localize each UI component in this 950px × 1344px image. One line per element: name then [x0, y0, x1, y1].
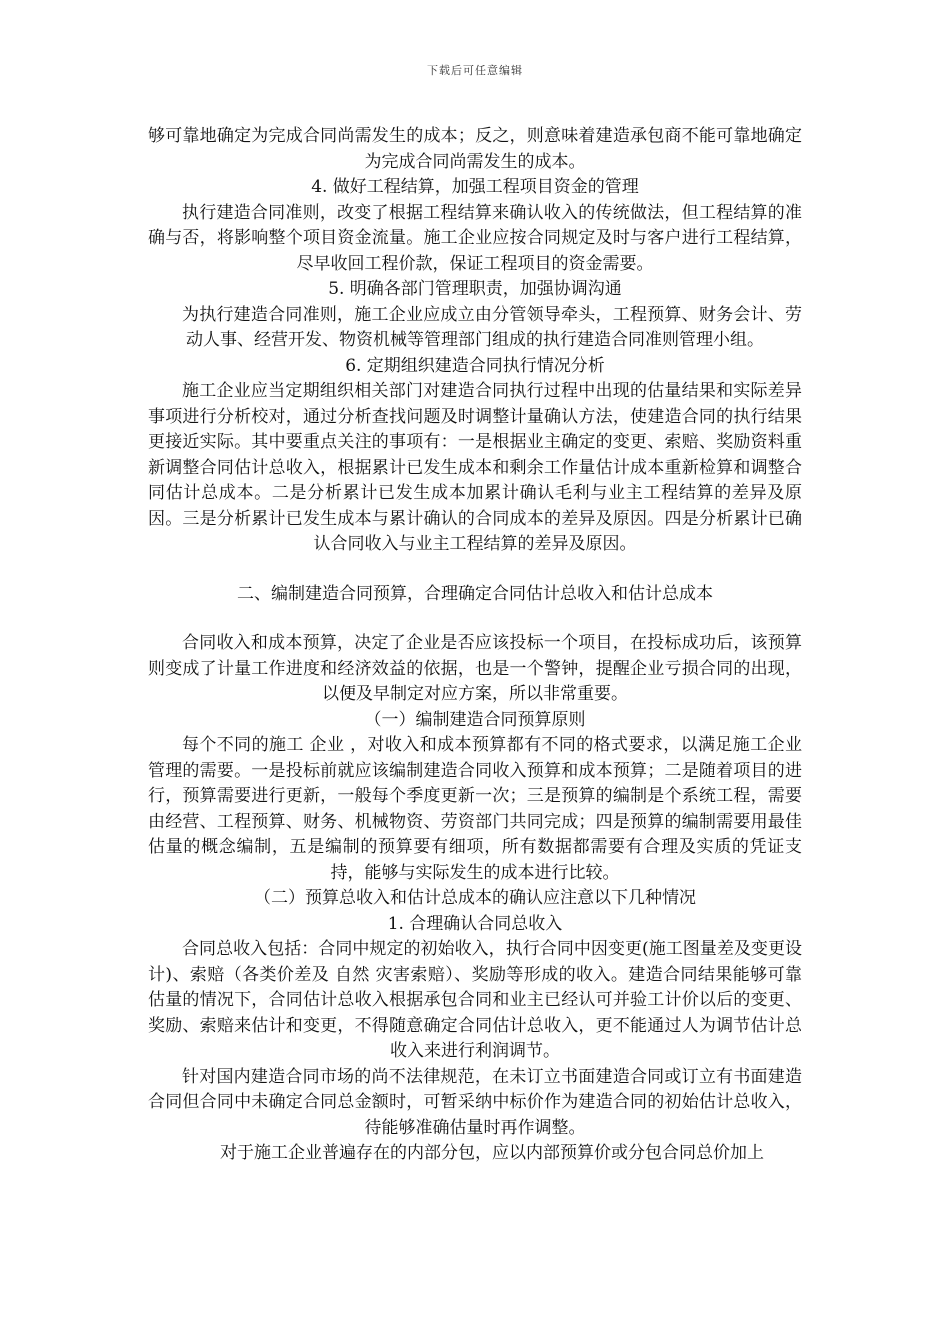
document-body	[148, 124, 802, 1167]
paragraph-budget-importance: 合同收入和成本预算，决定了企业是否应该投标一个项目，在投标成功后，该预算则变成了计量工作进度和经济效益的依据，也是一个警钟，提醒企业亏损合同的出现，以便及早制定对应方案，所以非常重要。	[148, 633, 802, 704]
heading-item-4: 4. 做好工程结算，加强工程项目资金的管理	[311, 177, 639, 197]
heading-item-6: 6. 定期组织建造合同执行情况分析	[345, 355, 605, 376]
section-heading-2: 二、编制建造合同预算，合理确定合同估计总收入和估计总成本	[237, 583, 713, 604]
paragraph-analysis: 施工企业应当定期组织相关部门对建造合同执行过程中出现的估量结果和实际差异事项进行分析校对，通过分析查找问题及时调整计量确认方法，使建造合同的执行结果更接近实际。其中要重点关注的事项有：一是根据业主确定的变更、索赔、奖励资料重新调整合同估计总收入，根据累计已发生成本和剩余工作量估计成本重新检算和调整合同估计总成本。二是分析累计已发生成本加累计确认毛利与业主工程结算的差异及原因。三是分析累计已发生成本与累计确认的合同成本的差异及原因。四是分析累计已确认合同收入与业主工程结算的差异及原因。	[148, 381, 802, 554]
heading-item-1: 1. 合理确认合同总收入	[387, 913, 563, 934]
paragraph-total-revenue: 合同总收入包括：合同中规定的初始收入，执行合同中因变更(施工图量差及变更设计)、索赔（各类价差及 自然 灾害索赔）、奖励等形成的收入。建造合同结果能够可靠估量的情况下，合同估计总收入根据承包合同和业主已经认可并验工计价以后的变更、奖励、索赔来估计和变更，不得随意确定合同估计总收入，更不能通过人为调节估计总收入来进行利润调节。	[148, 939, 802, 1061]
paragraph-continuation: 够可靠地确定为完成合同尚需发生的成本；反之，则意味着建造承包商不能可靠地确定为完成合同尚需发生的成本。	[148, 126, 802, 172]
subheading-budget-principles: （一）编制建造合同预算原则	[364, 709, 586, 730]
paragraph-market: 针对国内建造合同市场的尚不法律规范，在未订立书面建造合同或订立有书面建造合同但合同中未确定合同总金额时，可暂采纳中标价作为建造合同的初始估计总收入，待能够准确估量时再作调整。	[148, 1066, 802, 1138]
paragraph-settlement: 执行建造合同准则，改变了根据工程结算来确认收入的传统做法，但工程结算的准确与否，将影响整个项目资金流量。施工企业应按合同规定及时与客户进行工程结算，尽早收回工程价款，保证工程项目的资金需要。	[148, 202, 802, 274]
paragraph-subcontract: 对于施工企业普遍存在的内部分包，应以内部预算价或分包合同总价加上	[220, 1143, 764, 1163]
header-note: 下载后可任意编辑	[427, 64, 523, 77]
heading-item-5: 5. 明确各部门管理职责，加强协调沟通	[328, 279, 622, 299]
subheading-revenue-cost: （二）预算总收入和估计总成本的确认应注意以下几种情况	[254, 888, 696, 908]
paragraph-management-group: 为执行建造合同准则，施工企业应成立由分管领导牵头，工程预算、财务会计、劳动人事、经营开发、物资机械等管理部门组成的执行建造合同准则管理小组。	[182, 304, 802, 350]
paragraph-budget-principles: 每个不同的施工 企业 ，对收入和成本预算都有不同的格式要求，以满足施工企业管理的需要。一是投标前就应该编制建造合同收入预算和成本预算；二是随着项目的进行，预算需要进行更新，一般每个季度更新一次；三是预算的编制是个系统工程，需要由经营、工程预算、财务、机械物资、劳资部门共同完成；四是预算的编制需要用最佳估量的概念编制，五是编制的预算要有细项，所有数据都需要有合理及实质的凭证支持，能够与实际发生的成本进行比较。	[148, 735, 802, 883]
